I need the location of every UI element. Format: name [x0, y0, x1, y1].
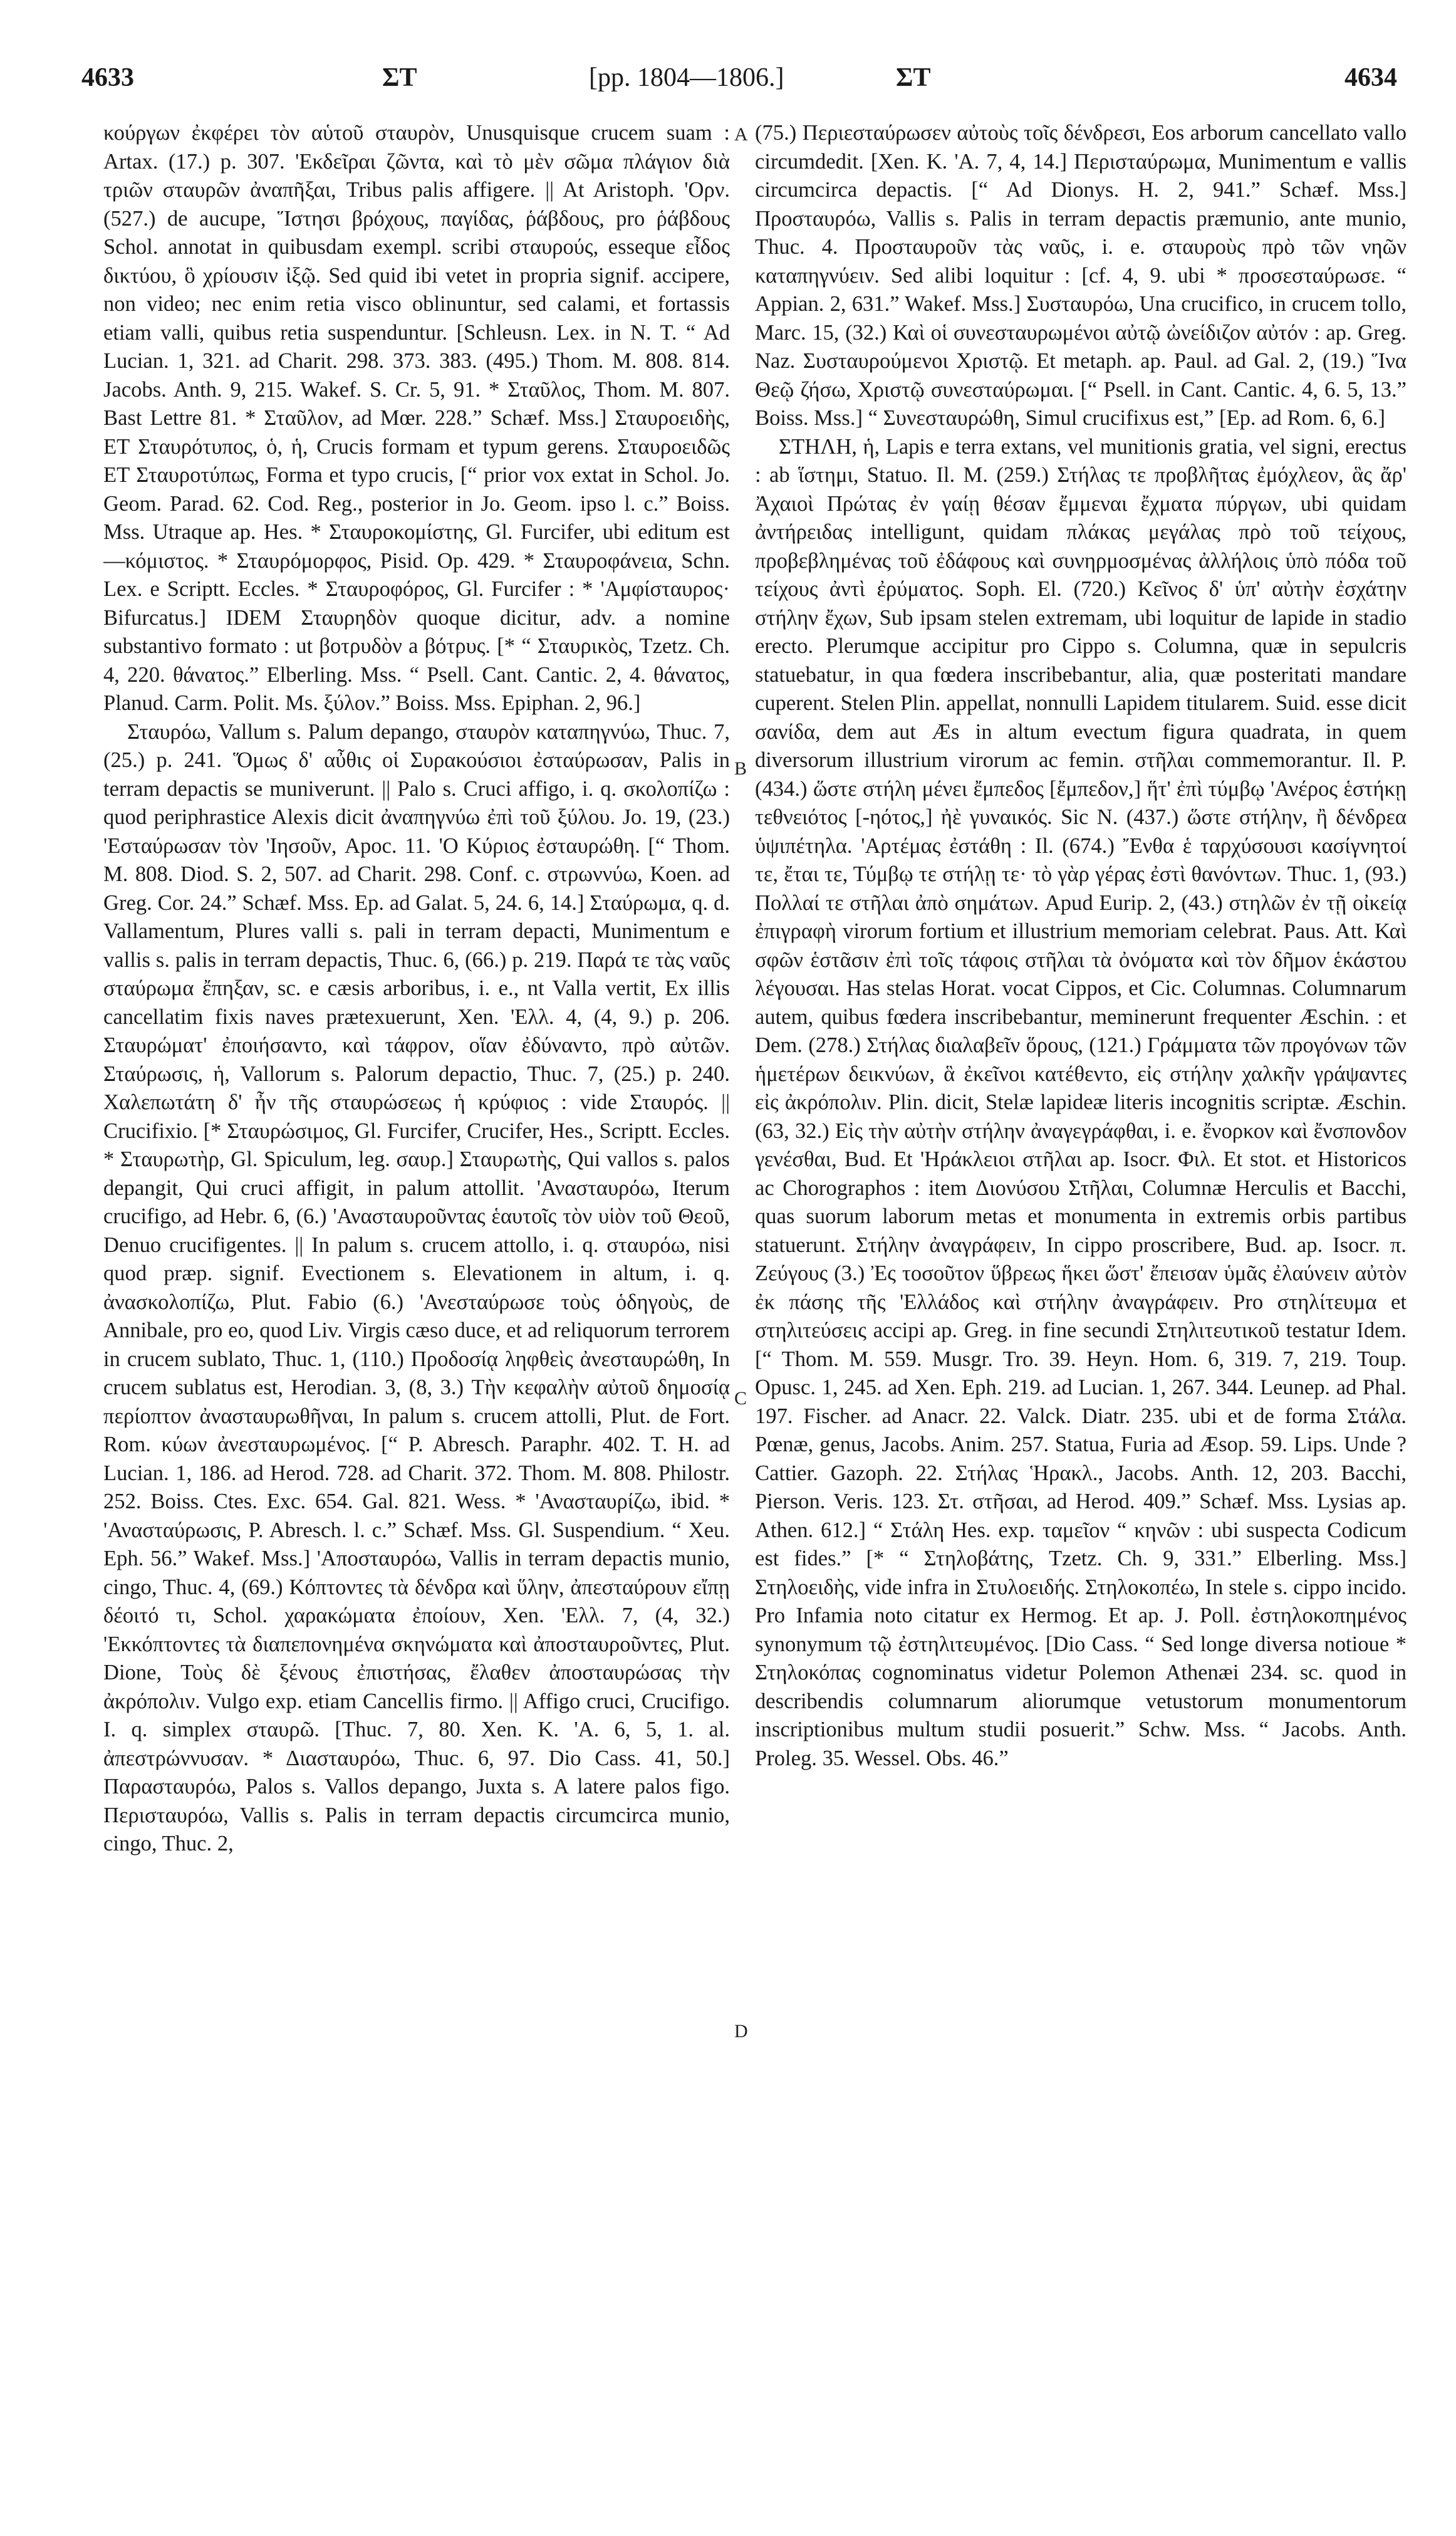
- headword-right: ΣΤ: [896, 63, 931, 92]
- entry-paragraph: ΣΤΗΛΗ, ἡ, Lapis e terra extans, vel munitionis gratia, vel signi, erectus : ab ἵστημι, Statuo. Il. M. (259.) Στήλας τε προβλῆτας ἐμόχλεον, ἃς ἄρ' Ἀχαιοὶ Πρώτας ἐν γαίῃ θέσαν ἔμμεναι ἔχματα πύργων, ubi quidam ἀντήρειδας intelligunt, quidam πλάκας μεγάλας πρὸ τοῦ τείχους, προβεβλημένας τοῦ ἐδάφους καὶ συνηρμοσμένας ἀλλήλοις ὑπὸ πόδα τοῦ τείχους ἀντὶ ἐρύματος. Soph. El. (720.) Κεῖνος δ' ὑπ' αὐτὴν ἐσχάτην στήλην ἔχων, Sub ipsam stelen extremam, ubi loquitur de lapide in stadio erecto. Plerumque accipitur pro Cippo s. Columna, quæ in sepulcris statuebatur, in qua fœdera inscribebantur, alia, quæ posteritati mandare cuperent. Stelen Plin. appellat, nonnulli Lapidem titularem. Suid. esse dicit σανίδα, dem aut Æs in altum evectum figura quadrata, in quem diversorum illustrium virorum ac femin. στῆλαι commemorantur. Il. P. (434.) ὥστε στήλη μένει ἔμπεδος [ἔμπεδον,] ἥτ' ἐπὶ τύμβῳ 'Ανέρος ἑστήκῃ τεθνειότος [-ηότος,] ἠὲ γυναικός. Sic N. (437.) ὥστε στήλην, ἢ δένδρεα ὑψιπέτηλα. 'Αρτέμας ἐστάθη : Il. (674.) Ἔνθα ἑ ταρχύσουσι κασίγνητοί τε, ἔται τε, Τύμβῳ τε στήλῃ τε· τὸ γὰρ γέρας ἐστὶ θανόντων. Thuc. 1, (93.) Πολλαί τε στῆλαι ἀπὸ σημάτων. Apud Eurip. 2, (43.) στηλῶν ἐν τῇ οἰκείᾳ ἐπιγραφὴ virorum fortium et illustrium memoriam celebrat. Paus. Att. Καὶ σφῶν ἑστᾶσιν ἐπὶ τοῖς τάφοις στῆλαι τὰ ὀνόματα καὶ τὸν δῆμον ἑκάστου λέγουσαι. Has stelas Horat. vocat Cippos, et Cic. Columnas. Columnarum autem, quibus fœdera inscribebantur, meminerunt frequenter Æschin. : et Dem. (278.) Στήλας διαλαβεῖν ὅρους, (121.) Γράμματα τῶν προγόνων τῶν ἡμετέρων δεικνύων, ἃ ἐκεῖνοι κατέθεντο, εἰς στήλην χαλκῆν γράψαντες εἰς ἀκρόπολιν. Plin. dicit, Stelæ lapideæ literis incognitis scriptæ. Æschin. (63, 32.) Εἰς τὴν αὐτὴν στήλην ἀναγεγράφθαι, i. e. ἔνορκον καὶ ἔνσπονδον γενέσθαι, Bud. Et 'Ηράκλειοι στῆλαι ap. Isocr. Φιλ. Et stot. et Historicos ac Chorographos : item Διονύσου Στῆλαι, Columnæ Herculis et Bacchi, quas suorum laborum metas et monumenta in extremis orbis partibus statuerunt. Στήλην ἀναγράφειν, In cippo proscribere, Bud. ap. Isocr. π. Ζεύγους (3.) Ἐς τοσοῦτον ὕβρεως ἥκει ὥστ' ἔπεισαν ὑμᾶς ἐλαύνειν αὐτὸν ἐκ πάσης τῆς 'Ελλάδος καὶ στήλην ἀναγράφειν. Pro στηλίτευμα et στηλιτεύσεις accipi ap. Greg. in fine secundi Στηλιτευτικοῦ testatur Idem. [“ Thom. M. 559. Musgr. Tro. 39. Heyn. Hom. 6, 319. 7, 219. Toup. Opusc. 1, 245. ad Xen. Eph. 219. ad Lucian. 1, 267. 344. Leunep. ad Phal. 197. Fischer. ad Anacr. 22. Valck. Diatr. 235. ubi et de forma Στάλα. Pœnæ, genus, Jacobs. Anim. 257. Statua, Furia ad Æsop. 59. Lips. Unde ? Cattier. Gazoph. 22. Στήλας Ἡρακλ., Jacobs. Anth. 12, 203. Bacchi, Pierson. Veris. 123. Στ. στῆσαι, ad Herod. 409.” Schæf. Mss. Lysias ap. Athen. 612.] “ Στάλη Hes. exp. ταμεῖον “ κηνῶν : ubi suspecta Codicum est fides.” [* “ Στηλοβάτης, Tzetz. Ch. 9, 331.” Elberling. Mss.] Στηλοειδὴς, vide infra in Στυλοειδής. Στηλοκοπέω, In stele s. cippo incido. Pro Infamia noto citatur ex Hermog. Et ap. J. Poll. ἐστηλοκοπημένος synonymum τῷ ἐστηλιτευμένος. [Dio Cass. “ Sed longe diversa notioue * Στηλοκόπας cognominatus videtur Polemon Athenæi 234. sc. quod in describendis columnarum aliorumque vetustorum monumentorum inscriptionibus multum studii posuerit.” Schw. Mss. “ Jacobs. Anth. Proleg. 35. Wessel. Obs. 46.”: [755, 434, 1407, 1770]
- section-marker-c: C: [734, 1388, 747, 1409]
- page-number-right: 4634: [1344, 63, 1397, 92]
- section-marker-a: A: [734, 124, 748, 145]
- page-number-left: 4633: [81, 63, 134, 92]
- entry-paragraph: (75.) Περιεσταύρωσεν αὐτοὺς τοῖς δένδρεσι, Eos arborum cancellato vallo circumdedit. [Xen. K. 'A. 7, 4, 14.] Περισταύρωμα, Munimentum e vallis circumcirca depactis. [“ Ad Dionys. H. 2, 941.” Schæf. Mss.] Προσταυρόω, Vallis s. Palis in terram depactis præmunio, ante munio, Thuc. 4. Προσταυροῦν τὰς ναῦς, i. e. σταυροὺς πρὸ τῶν νηῶν καταπηγνύειν. Sed alibi loquitur : [cf. 4, 9. ubi * προσεσταύρωσε. “ Appian. 2, 631.” Wakef. Mss.] Συσταυρόω, Una crucifico, in crucem tollo, Marc. 15, (32.) Καὶ οἱ συνεσταυρωμένοι αὐτῷ ὠνείδιζον αὐτόν : ap. Greg. Naz. Συσταυρούμενοι Χριστῷ. Et metaph. ap. Paul. ad Gal. 2, (19.) Ἵνα Θεῷ ζήσω, Χριστῷ συνεσταύρωμαι. [“ Psell. in Cant. Cantic. 4, 6. 5, 13.” Boiss. Mss.] “ Συνεσταυρώθη, Simul crucifixus est,” [Ep. ad Rom. 6, 6.]: [755, 121, 1407, 430]
- entry-paragraph: κούργων ἐκφέρει τὸν αὑτοῦ σταυρὸν, Unusquisque crucem suam : Artax. (17.) p. 307. 'Εκδεῖραι ζῶντα, καὶ τὸ μὲν σῶμα πλάγιον διὰ τριῶν σταυρῶν ἀναπῆξαι, Tribus palis affigere. || At Aristoph. 'Ορν. (527.) de aucupe, Ἵστησι βρόχους, παγίδας, ῥάβδους, pro ῥάβδους Schol. annotat in quibusdam exempl. scribi σταυρούς, esseque εἶδος δικτύου, ὃ χρίουσιν ἰξῷ. Sed quid ibi vetet in propria signif. accipere, non video; nec enim retia visco oblinuntur, sed calami, et fortassis etiam valli, quibus retia suspenduntur. [Schleusn. Lex. in N. T. “ Ad Lucian. 1, 321. ad Charit. 298. 373. 383. (495.) Thom. M. 808. 814. Jacobs. Anth. 9, 215. Wakef. S. Cr. 5, 91. * Σταῦλος, Thom. M. 807. Bast Lettre 81. * Σταῦλον, ad Mœr. 228.” Schæf. Mss.] Σταυροειδὴς, ET Σταυρότυπος, ὁ, ἡ, Crucis formam et typum gerens. Σταυροειδῶς ET Σταυροτύπως, Forma et typo crucis, [“ prior vox extat in Schol. Jo. Geom. Parad. 62. Cod. Reg., posterior in Jo. Geom. ipso l. c.” Boiss. Mss. Utraque ap. Hes. * Σταυροκομίστης, Gl. Furcifer, ubi editum est —κόμιστος. * Σταυρόμορφος, Pisid. Op. 429. * Σταυροφάνεια, Schn. Lex. e Scriptt. Eccles. * Σταυροφόρος, Gl. Furcifer : * 'Αμφίσταυρος· Bifurcatus.] IDEM Σταυρηδὸν quoque dicitur, adv. a nomine substantivo formato : ut βοτρυδὸν a βότρυς. [* “ Σταυρικὸς, Tzetz. Ch. 4, 220. θάνατος.” Elberling. Mss. “ Psell. Cant. Cantic. 2, 4. θάνατος, Planud. Carm. Polit. Ms. ξύλον.” Boiss. Mss. Epiphan. 2, 96.]: [103, 121, 730, 715]
- section-marker-d: D: [734, 2021, 748, 2042]
- left-column: [103, 119, 730, 2500]
- entry-paragraph: Σταυρόω, Vallum s. Palum depango, σταυρὸν καταπηγνύω, Thuc. 7, (25.) p. 241. Ὅμως δ' αὖθις οἱ Συρακούσιοι ἐσταύρωσαν, Palis in terram depactis se muniverunt. || Palo s. Cruci affigo, i. q. σκολοπίζω : quod periphrastice Alexis dicit ἀναπηγνύω ἐπὶ τοῦ ξύλου. Jo. 19, (23.) 'Εσταύρωσαν τὸν 'Ιησοῦν, Apoc. 11. 'Ο Κύριος ἐσταυρώθη. [“ Thom. M. 808. Diod. S. 2, 507. ad Charit. 298. Conf. c. στρωννύω, Koen. ad Greg. Cor. 24.” Schæf. Mss. Ep. ad Galat. 5, 24. 6, 14.] Σταύρωμα, q. d. Vallamentum, Plures valli s. pali in terram depacti, Munimentum e vallis s. palis in terram depactis, Thuc. 6, (66.) p. 219. Παρά τε τὰς ναῦς σταύρωμα ἔπηξαν, sc. e cæsis arboribus, i. e., nt Valla vertit, Ex illis cancellatim fixis naves prætexuerunt, Xen. 'Ελλ. 4, (4, 9.) p. 206. Σταυρώματ' ἐποιήσαντο, καὶ τάφρον, οἵαν ἐδύναντο, πρὸ αὐτῶν. Σταύρωσις, ἡ, Vallorum s. Palorum depactio, Thuc. 7, (25.) p. 240. Χαλεπωτάτη δ' ἦν τῆς σταυρώσεως ἡ κρύφιος : vide Σταυρός. || Crucifixio. [* Σταυρώσιμος, Gl. Furcifer, Crucifer, Hes., Scriptt. Eccles. * Σταυρωτὴρ, Gl. Spiculum, leg. σαυρ.] Σταυρωτὴς, Qui vallos s. palos depangit, Qui cruci affigit, in palum attollit. 'Ανασταυρόω, Iterum crucifigo, ad Hebr. 6, (6.) 'Ανασταυροῦντας ἑαυτοῖς τὸν υἱὸν τοῦ Θεοῦ, Denuo crucifigentes. || In palum s. crucem attollo, i. q. σταυρόω, nisi quod præp. signif. Evectionem s. Elevationem in altum, i. q. ἀνασκολοπίζω, Plut. Fabio (6.) 'Ανεσταύρωσε τοὺς ὁδηγοὺς, de Annibale, pro eo, quod Liv. Virgis cæso duce, et ad reliquorum terrorem in crucem sublato, Thuc. 1, (110.) Προδοσίᾳ ληφθεὶς ἀνεσταυρώθη, In crucem sublatus est, Herodian. 3, (8, 3.) Τὴν κεφαλὴν αὐτοῦ δημοσίᾳ περίοπτον ἀνασταυρωθῆναι, In palum s. crucem attolli, Plut. de Fort. Rom. κύων ἀνεσταυρωμένος. [“ P. Abresch. Paraphr. 402. T. H. ad Lucian. 1, 186. ad Herod. 728. ad Charit. 372. Thom. M. 808. Philostr. 252. Boiss. Ctes. Exc. 654. Gal. 821. Wess. * 'Ανασταυρίζω, ibid. * 'Ανασταύρωσις, P. Abresch. l. c.” Schæf. Mss. Gl. Suspendium. “ Xeu. Eph. 56.” Wakef. Mss.] 'Αποσταυρόω, Vallis in terram depactis munio, cingo, Thuc. 4, (69.) Κόπτοντες τὰ δένδρα καὶ ὕλην, ἀπεσταύρουν εἴπῃ δέοιτό τι, Schol. χαρακώματα ἐποίουν, Xen. 'Ελλ. 7, (4, 32.) 'Εκκόπτοντες τὰ διαπεπονημένα σκηνώματα καὶ ἀποσταυροῦντες, Plut. Dione, Τοὺς δὲ ξένους ἐπιστήσας, ἔλαθεν ἀποσταυρώσας τὴν ἀκρόπολιν. Vulgo exp. etiam Cancellis firmo. || Affigo cruci, Crucifigo. I. q. simplex σταυρῶ. [Thuc. 7, 80. Xen. K. 'A. 6, 5, 1. al. ἀπεστρώννυσαν. * Διασταυρόω, Thuc. 6, 97. Dio Cass. 41, 50.] Παρασταυρόω, Palos s. Vallos depango, Juxta s. A latere palos figo. Περισταυρόω, Vallis s. Palis in terram depactis circumcirca munio, cingo, Thuc. 2,: [103, 719, 730, 1855]
- right-column: [755, 119, 1407, 2500]
- page-range: [pp. 1804—1806.]: [589, 63, 784, 92]
- section-marker-b: B: [734, 758, 747, 779]
- running-header: [56, 50, 1410, 113]
- headword-left: ΣΤ: [382, 63, 417, 92]
